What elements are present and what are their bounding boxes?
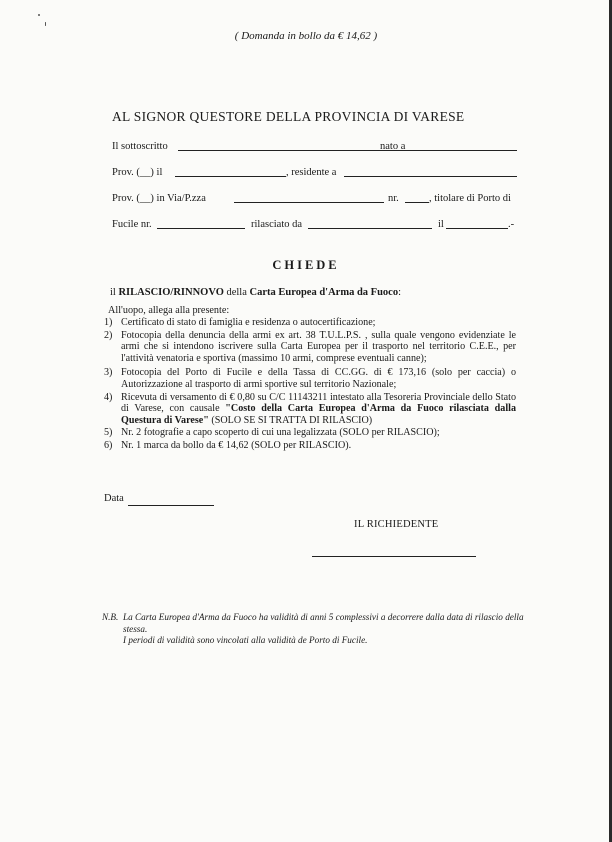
footnote-label: N.B. — [102, 612, 119, 622]
addressee-heading: AL SIGNOR QUESTORE DELLA PROVINCIA DI VARESE — [112, 109, 465, 124]
request-document: Carta Europea d'Arma da Fuoco — [249, 287, 399, 298]
item-number: 6) — [104, 439, 113, 451]
attachments-list — [104, 317, 516, 452]
label-nr: nr. — [388, 193, 399, 204]
item-text: Fotocopia della denuncia della armi ex art. 38 T.U.L.P.S. , sulla quale vengono evidenziate le armi che si intendono iscrivere sulla Carta Europea per il trasporto nel territorio C.E.E., per l'attività venatoria e sportiva (massimo 10 armi, comprese eventuali canne); — [121, 329, 516, 364]
field-date[interactable] — [128, 505, 214, 506]
request-heading: CHIEDE — [272, 258, 340, 272]
label-sottoscritto: Il sottoscritto — [112, 141, 168, 152]
label-date: Data — [104, 493, 124, 504]
form-row-name — [112, 138, 517, 152]
item-text: Nr. 2 fotografie a capo scoperto di cui una legalizzata (SOLO per RILASCIO); — [121, 427, 440, 439]
label-prov-il: Prov. (__) il — [112, 167, 163, 178]
item-number: 2) — [104, 329, 113, 341]
list-item — [104, 440, 516, 452]
item-causale: "Costo della Carta Europea d'Arma da Fuoco rilasciata dalla Questura di Varese" — [121, 403, 516, 426]
label-end: .- — [508, 219, 515, 230]
request-prefix: il — [110, 287, 116, 298]
form-row-license — [112, 216, 517, 230]
item-text: Certificato di stato di famiglia e residenza o autocertificazione; — [121, 317, 376, 328]
signer-label: IL RICHIEDENTE — [354, 519, 439, 530]
list-item — [104, 367, 516, 390]
list-item — [104, 330, 516, 365]
field-license-number[interactable] — [157, 228, 245, 229]
label-titolare: , titolare di Porto di — [429, 193, 511, 204]
item-number: 3) — [104, 367, 113, 379]
form-row-address — [112, 190, 517, 204]
scan-speck — [38, 14, 40, 16]
item-text: Fotocopia del Porto di Fucile e della Tassa di CC.GG. di € 173,16 (solo per caccia) o Autorizzazione al trasporto di armi sportive sul territorio Nazionale; — [121, 367, 516, 390]
footnote-line-2: I periodi di validità sono vincolati alla validità de Porto di Fucile. — [123, 635, 368, 645]
scan-speck — [45, 22, 46, 26]
field-birthdate[interactable] — [175, 176, 286, 177]
label-il: il — [438, 219, 444, 230]
field-street-number[interactable] — [405, 202, 429, 203]
label-fucile-nr: Fucile nr. — [112, 219, 152, 230]
request-line — [110, 287, 401, 298]
request-type: RILASCIO/RINNOVO — [118, 287, 224, 298]
form-row-birth — [112, 164, 517, 178]
field-birthplace[interactable] — [412, 150, 517, 151]
label-nato-a: nato a — [380, 141, 406, 152]
list-item — [104, 392, 516, 427]
request-middle: della — [226, 287, 247, 298]
item-number: 5) — [104, 427, 113, 439]
label-prov-via: Prov. (__) in Via/P.zza — [112, 193, 206, 204]
attachments-intro: All'uopo, allega alla presente: — [108, 305, 230, 316]
request-suffix: : — [398, 287, 401, 298]
date-row — [104, 493, 124, 504]
label-rilasciato-da: rilasciato da — [251, 219, 303, 230]
label-residente: , residente a — [286, 167, 337, 178]
item-text-suffix: (SOLO SE SI TRATTA DI RILASCIO) — [208, 414, 373, 426]
list-item — [104, 317, 516, 329]
list-item — [104, 427, 516, 439]
item-text: Nr. 1 marca da bollo da € 14,62 (SOLO per RILASCIO). — [121, 439, 352, 451]
item-number: 4) — [104, 391, 113, 403]
field-residence[interactable] — [344, 176, 517, 177]
field-street[interactable] — [234, 202, 384, 203]
item-text: Ricevuta di versamento di € 0,80 su C/C 11143211 intestato alla Tesoreria Provinciale dello Stato di Varese, con causale — [121, 391, 516, 415]
footnote-line-1: La Carta Europea d'Arma da Fuoco ha validità di anni 5 complessivi a decorrere dalla data di rilascio della stessa. — [123, 612, 524, 634]
stamp-duty-note: ( Domanda in bollo da € 14,62 ) — [234, 30, 378, 42]
signature-field[interactable] — [312, 556, 476, 557]
footnote — [102, 612, 532, 647]
item-number: 1) — [104, 317, 113, 328]
field-issued-by[interactable] — [308, 228, 432, 229]
field-issue-date[interactable] — [446, 228, 508, 229]
